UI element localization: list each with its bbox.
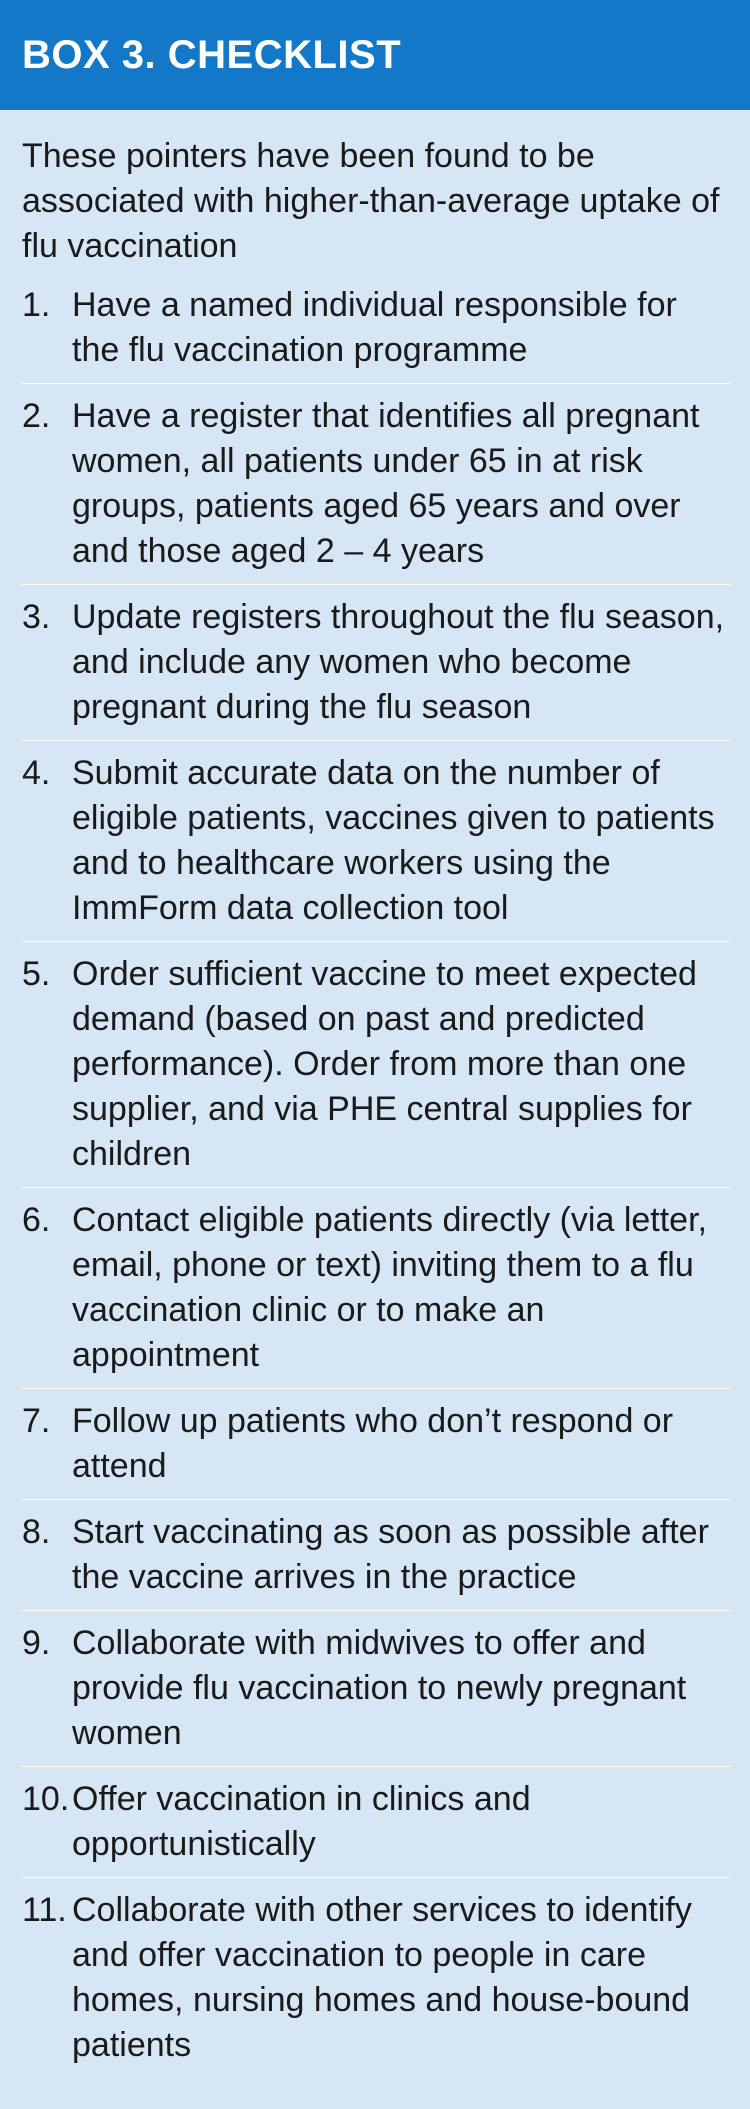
checklist-item [22, 1399, 730, 1500]
item-text: Follow up patients who don’t respond or attend [72, 1402, 674, 1485]
item-number: 11. [22, 1891, 67, 1929]
checklist-item [22, 1888, 730, 2078]
intro-text: These pointers have been found to be associated with higher-than-average uptake of flu vaccination [22, 137, 720, 265]
checklist-item [22, 1198, 730, 1389]
item-text: Have a named individual responsible for the flu vaccination programme [72, 286, 677, 369]
checklist-item [22, 751, 730, 942]
checklist [22, 283, 730, 2078]
item-number: 3. [22, 598, 51, 636]
item-text: Collaborate with midwives to offer and provide flu vaccination to newly pregnant women [72, 1624, 687, 1752]
checklist-item [22, 1777, 730, 1878]
item-text: Have a register that identifies all pregnant women, all patients under 65 in at risk groups, patients aged 65 years and over and those aged 2 – 4 years [72, 397, 700, 570]
item-number: 4. [22, 754, 51, 792]
item-number: 2. [22, 397, 51, 435]
item-text: Offer vaccination in clinics and opportunistically [72, 1780, 531, 1863]
item-number: 8. [22, 1513, 51, 1551]
checklist-item [22, 1621, 730, 1767]
item-number: 7. [22, 1402, 51, 1440]
item-text: Order sufficient vaccine to meet expected demand (based on past and predicted performance). Order from more than one supplier, and via PHE central supplies for children [72, 955, 697, 1173]
item-number: 10. [22, 1780, 70, 1818]
checklist-item [22, 394, 730, 585]
item-text: Start vaccinating as soon as possible after the vaccine arrives in the practice [72, 1513, 709, 1596]
box-title: BOX 3. CHECKLIST [22, 32, 402, 77]
box-header [0, 0, 750, 110]
item-text: Submit accurate data on the number of eligible patients, vaccines given to patients and to healthcare workers using the ImmForm data collection tool [72, 754, 715, 927]
item-number: 9. [22, 1624, 51, 1662]
box-content [0, 110, 750, 2078]
item-text: Collaborate with other services to identify and offer vaccination to people in care homes, nursing homes and house-bound patients [72, 1891, 692, 2064]
checklist-item [22, 1510, 730, 1611]
checklist-item [22, 952, 730, 1188]
item-number: 6. [22, 1201, 51, 1239]
checklist-item [22, 283, 730, 384]
item-number: 1. [22, 286, 51, 324]
item-text: Update registers throughout the flu season, and include any women who become pregnant during the flu season [72, 598, 725, 726]
checklist-item [22, 595, 730, 741]
item-text: Contact eligible patients directly (via letter, email, phone or text) inviting them to a flu vaccination clinic or to make an appointment [72, 1201, 707, 1374]
item-number: 5. [22, 955, 51, 993]
